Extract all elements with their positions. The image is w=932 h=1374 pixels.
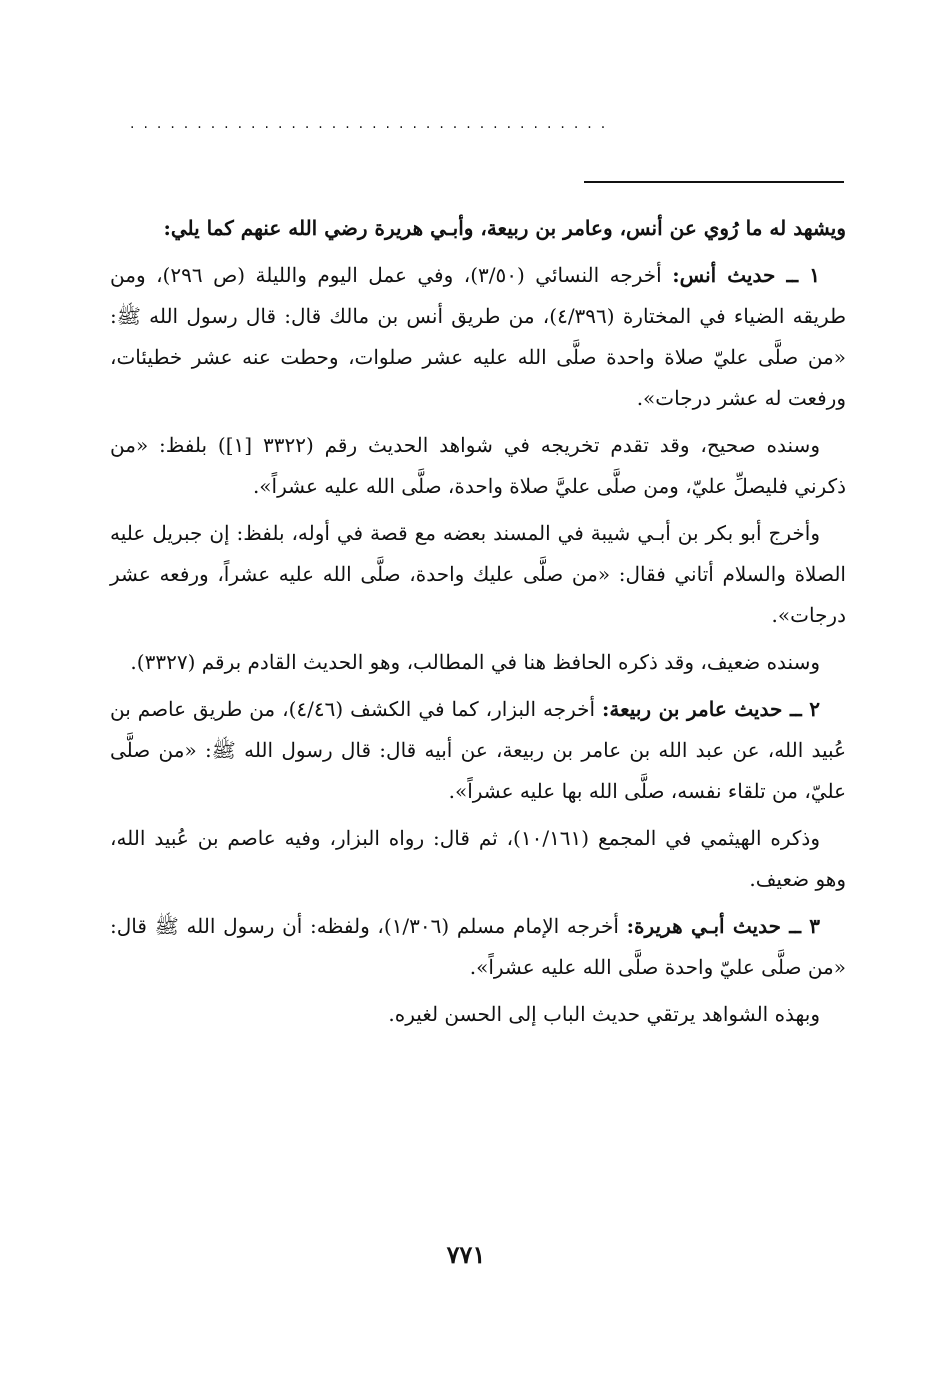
hadith-2-paragraph bbox=[110, 689, 846, 812]
main-text bbox=[110, 208, 846, 1041]
hadith-1-paragraph bbox=[110, 255, 846, 419]
hadith-2-text: أخرجه البزار، كما في الكشف (٤/٤٦)، من طريق عاصم بن عُبيد الله، عن عبد الله بن عامر بن ربيعة، عن أبيه قال: قال رسول الله ﷺ: «من صلَّى عليّ، من تلقاء نفسه، صلَّى الله بها عليه عشراً». bbox=[110, 697, 846, 803]
hadith-1-note-3: وسنده ضعيف، وقد ذكره الحافظ هنا في المطالب، وهو الحديث القادم برقم (٣٣٢٧). bbox=[130, 650, 820, 674]
hadith-1-note-1: وسنده صحيح، وقد تقدم تخريجه في شواهد الحديث رقم (٣٣٢٢ [١]) بلفظ: «من ذكرني فليصلِّ عليّ، ومن صلَّى عليَّ صلاة واحدة، صلَّى الله عليه عشراً». bbox=[110, 433, 846, 498]
hadith-3-paragraph bbox=[110, 906, 846, 988]
conclusion-paragraph: وبهذه الشواهد يرتقي حديث الباب إلى الحسن لغيره. bbox=[388, 1002, 820, 1026]
hadith-3-text: أخرجه الإمام مسلم (١/٣٠٦)، ولفظه: أن رسول الله ﷺ قال: «من صلَّى عليّ واحدة صلَّى الله عليه عشراً». bbox=[110, 914, 846, 979]
hadith-2-label: ٢ ــ حديث عامر بن ربيعة: bbox=[602, 697, 821, 721]
separator-dots: .................................... bbox=[130, 116, 615, 132]
footnote-rule bbox=[584, 181, 844, 183]
hadith-1-label: ١ ــ حديث أنس: bbox=[672, 263, 821, 287]
intro-paragraph: ويشهد له ما رُوي عن أنس، وعامر بن ربيعة، وأبـي هريرة رضي الله عنهم كما يلي: bbox=[163, 216, 846, 240]
page-number: ٧٧١ bbox=[446, 1240, 486, 1269]
hadith-1-note-2: وأخرج أبو بكر بن أبـي شيبة في المسند بعضه مع قصة في أوله، بلفظ: إن جبريل عليه الصلاة والسلام أتاني فقال: «من صلَّى عليك واحدة، صلَّى الله عليه عشراً، ورفعه عشر درجات». bbox=[110, 521, 846, 627]
hadith-3-label: ٣ ــ حديث أبـي هريرة: bbox=[626, 914, 820, 938]
hadith-1-text: أخرجه النسائي (٣/٥٠)، وفي عمل اليوم والليلة (ص ٢٩٦)، ومن طريقه الضياء في المختارة (٤/٣٩٦)، من طريق أنس بن مالك قال: قال رسول الله ﷺ: «من صلَّى عليّ صلاة واحدة صلَّى الله عليه عشر صلوات، وحطت عنه عشر خطيئات، ورفعت له عشر درجات». bbox=[110, 263, 846, 410]
hadith-2-note-1: وذكره الهيثمي في المجمع (١٠/١٦١)، ثم قال: رواه البزار، وفيه عاصم بن عُبيد الله، وهو ضعيف. bbox=[110, 826, 846, 891]
